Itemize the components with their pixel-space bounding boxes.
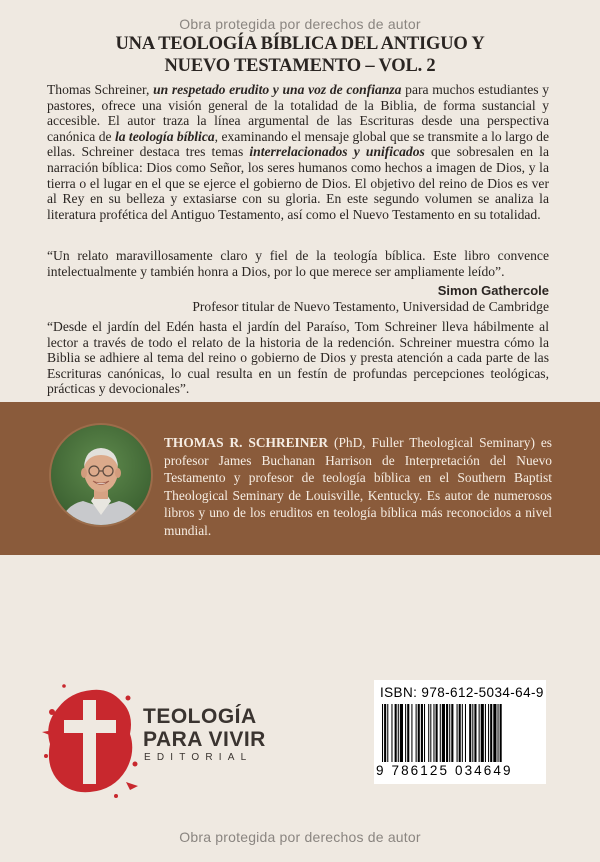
desc-emphasis3: interrelacionados y unificados (249, 144, 425, 160)
desc-part2: para muchos estudiantes y pastores, ofrece una visión general de la totalidad de la Biblia, de forma sustancial y accesible. El autor traza la línea argumental de las Escrituras desde una perspectiva canónica de (47, 82, 549, 144)
publisher-name-line1: TEOLOGÍA (143, 705, 257, 728)
author-bio-text: (PhD, Fuller Theological Seminary) es profesor James Buchanan Harrison de Interpretación del Nuevo Testamento y profesor de teología bíblica en el Southern Baptist Theological Seminary de Louisville, Kentucky. Es autor de numerosos libros y uno de los eruditos en teología bíblica más reconocidos a nivel mundial. (164, 435, 552, 538)
isbn-label: ISBN: 978-612-5034-64-9 (380, 685, 544, 700)
book-title (40, 33, 560, 77)
desc-part3: , examinando el mensaje global que se transmite a lo largo de ellas. Schreiner destaca tres temas (47, 128, 549, 160)
barcode (380, 704, 540, 766)
desc-part1: Thomas Schreiner, (47, 82, 154, 97)
author-portrait-illustration (51, 425, 151, 525)
author-photo (51, 425, 151, 525)
desc-emphasis1: un respetado erudito y una voz de confianza (153, 82, 402, 97)
author-bio-name: THOMAS R. SCHREINER (164, 435, 329, 450)
book-title-line1: UNA TEOLOGÍA BÍBLICA DEL ANTIGUO Y (115, 34, 485, 54)
barcode-digits: 9 786125 034649 (376, 763, 513, 778)
endorsement-1-role: Profesor titular de Nuevo Testamento, Universidad de Cambridge (192, 299, 549, 315)
endorsement-1 (47, 248, 549, 315)
publisher-name-line2: PARA VIVIR (143, 728, 266, 751)
copyright-watermark-bottom: Obra protegida por derechos de autor (179, 829, 421, 845)
desc-part4: que sobresalen en la narración bíblica: Dios como Señor, los seres humanos como hechos a imagen de Dios, y la tierra o el lugar en el que se ejerce el gobierno de Dios. El objetivo del reino de Dios es ver al Rey en su belleza y extasiarse con su gloria. En este segundo volumen se analiza la literatura profética del Antiguo Testamento, así como el Nuevo Testamento en su totalidad. (47, 144, 549, 222)
endorsement-2-text: “Desde el jardín del Edén hasta el jardín del Paraíso, Tom Schreiner lleva hábilmente al lector a través de todo el relato de la historia de la redención. Schreiner muestra cómo la Biblia se adhiere al tema del reino o gobierno de Dios y presta atención a cada parte de las Escrituras canónicas, lo cual resulta en un festín de profundas percepciones teológicas, prácticas y devocionales”. (47, 319, 549, 397)
publisher-cross-logo (40, 678, 140, 800)
copyright-watermark-top: Obra protegida por derechos de autor (179, 16, 421, 32)
isbn-barcode-box (374, 680, 546, 784)
endorsement-1-author: Simon Gathercole (437, 283, 549, 299)
desc-emphasis2: la teología bíblica (114, 128, 215, 144)
author-bio (164, 434, 552, 539)
book-title-line2: NUEVO TESTAMENTO – VOL. 2 (164, 56, 436, 76)
book-description (47, 82, 549, 222)
endorsement-1-text: “Un relato maravillosamente claro y fiel de la teología bíblica. Este libro convence intelectualmente y también honra a Dios, por lo que merece ser ampliamente leído”. (47, 248, 549, 279)
publisher-name-line3: EDITORIAL (144, 752, 253, 763)
